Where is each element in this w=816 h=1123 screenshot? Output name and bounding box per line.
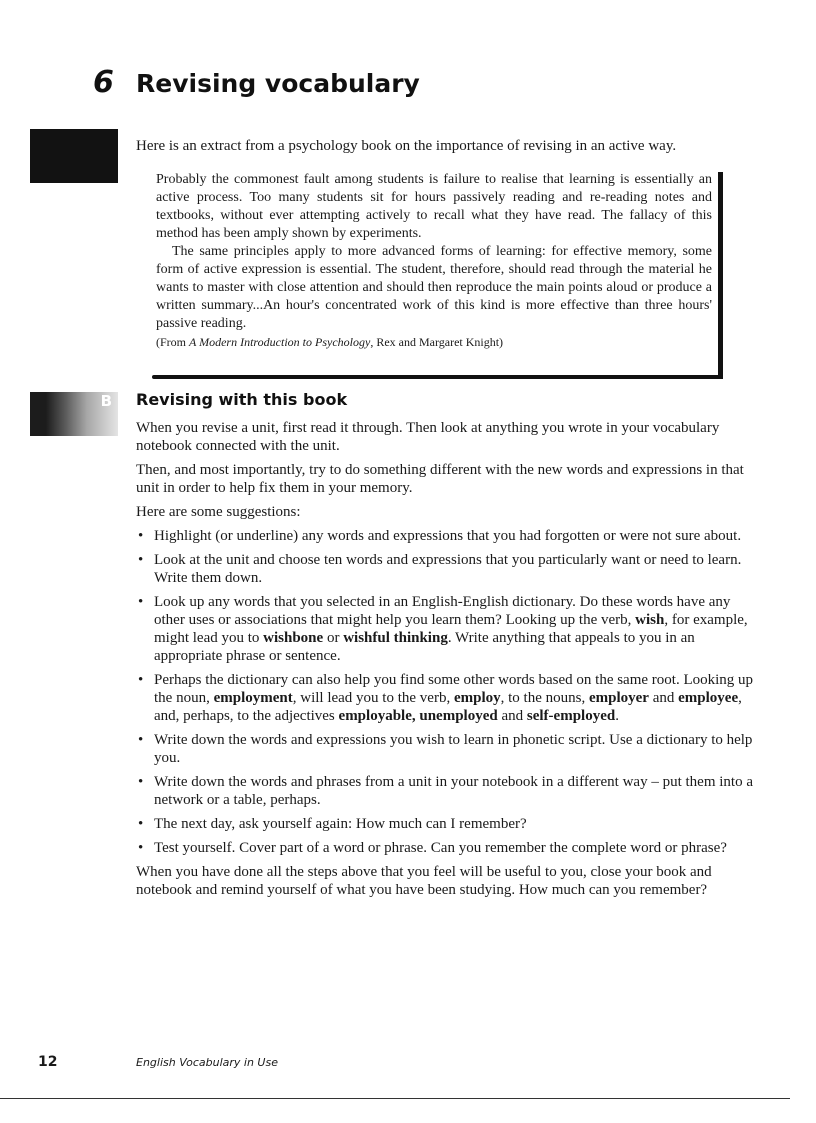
quote-paragraph: The same principles apply to more advanced forms of learning: for effective memory, some form of active expression is essential. The student, therefore, should read through the material he wants to master with close attention and should then reproduce the main points aloud or produce a written summary...An hour's concentrated work of this kind is more effective than three hours' passive reading. (156, 244, 712, 331)
item-text: , will lead you to the verb, (292, 690, 454, 706)
footer-divider (0, 1098, 790, 1099)
list-item: • The next day, ask yourself again: How much can I remember? (136, 815, 756, 833)
item-text: Look up any words that you selected in an English-English dictionary. Do these words have any other uses or associations that might help you learn them? Looking up the verb, (154, 594, 731, 628)
item-text: , for example, might lead you to (154, 612, 748, 646)
quote-paragraph: Probably the commonest fault among students is failure to realise that learning is essentially an active process. Too many students sit for hours passively reading and re-reading notes and textbooks, without ever attempting actively to recall what they have read. The fallacy of this method has been amply shown by experiments. (156, 172, 712, 241)
keyword: wish (635, 612, 665, 628)
section-b-marker (30, 392, 118, 436)
list-item (136, 671, 756, 725)
list-item: • Look at the unit and choose ten words and expressions that you particularly want or need to learn. Write them down. (136, 551, 756, 587)
section-a-intro: Here is an extract from a psychology book on the importance of revising in an active way. (136, 138, 677, 154)
footer-book-title: English Vocabulary in Use (136, 1056, 278, 1069)
section-b-letter: B (100, 392, 112, 410)
keyword: wishful thinking (343, 630, 448, 646)
list-item: • Write down the words and expressions you wish to learn in phonetic script. Use a dictionary to help you. (136, 731, 756, 767)
item-text: , to the nouns, (500, 690, 589, 706)
item-text: and (497, 708, 527, 724)
list-item: • Highlight (or underline) any words and expressions that you had forgotten or were not sure about. (136, 527, 756, 545)
list-item: • Test yourself. Cover part of a word or phrase. Can you remember the complete word or phrase? (136, 839, 756, 857)
quote-source (156, 333, 712, 351)
keyword: employee (678, 690, 739, 706)
item-text: . Write anything that appeals to you in an appropriate phrase or sentence. (154, 630, 695, 664)
keyword: employ (453, 690, 501, 706)
quote-border-right (718, 172, 723, 379)
list-item: • Write down the words and phrases from a unit in your notebook in a different way – put them into a network or a table, perhaps. (136, 773, 756, 809)
quote-source-book: A Modern Introduction to Psychology (189, 335, 371, 349)
item-text: Perhaps the dictionary can also help you find some other words based on the same root. Looking up the noun, (154, 672, 754, 706)
keyword: employer (588, 690, 649, 706)
body-paragraph: When you revise a unit, first read it through. Then look at anything you wrote in your vocabulary notebook connected with the unit. (136, 420, 720, 454)
section-b-title: Revising with this book (136, 390, 348, 409)
body-paragraph: Here are some suggestions: (136, 504, 301, 520)
item-text: and (648, 690, 679, 706)
section-a-marker (30, 129, 118, 183)
keyword: self-employed (526, 708, 616, 724)
item-text: . (615, 708, 619, 724)
page-number: 12 (38, 1054, 58, 1070)
closing-paragraph: When you have done all the steps above that you feel will be useful to you, close your book and notebook and remind yourself of what you have been studying. How much can you remember? (136, 864, 712, 898)
keyword: wishbone (263, 630, 324, 646)
unit-title: Revising vocabulary (136, 69, 420, 98)
keyword: employable, unemployed (338, 708, 498, 724)
list-item (136, 593, 756, 665)
body-paragraph: Then, and most importantly, try to do something different with the new words and expressions in that unit in order to help fix them in your memory. (136, 462, 744, 496)
quote-source-suffix: , Rex and Margaret Knight) (370, 335, 504, 349)
unit-number: 6 (93, 65, 114, 100)
suggestions-list (136, 527, 756, 857)
item-text: or (323, 630, 344, 646)
item-text: , and, perhaps, to the adjectives (154, 690, 742, 724)
quote-source-prefix: (From (156, 335, 189, 349)
quote-extract (156, 171, 712, 351)
section-b-body (136, 419, 756, 905)
quote-border-bottom (152, 375, 723, 379)
keyword: employment (213, 690, 293, 706)
